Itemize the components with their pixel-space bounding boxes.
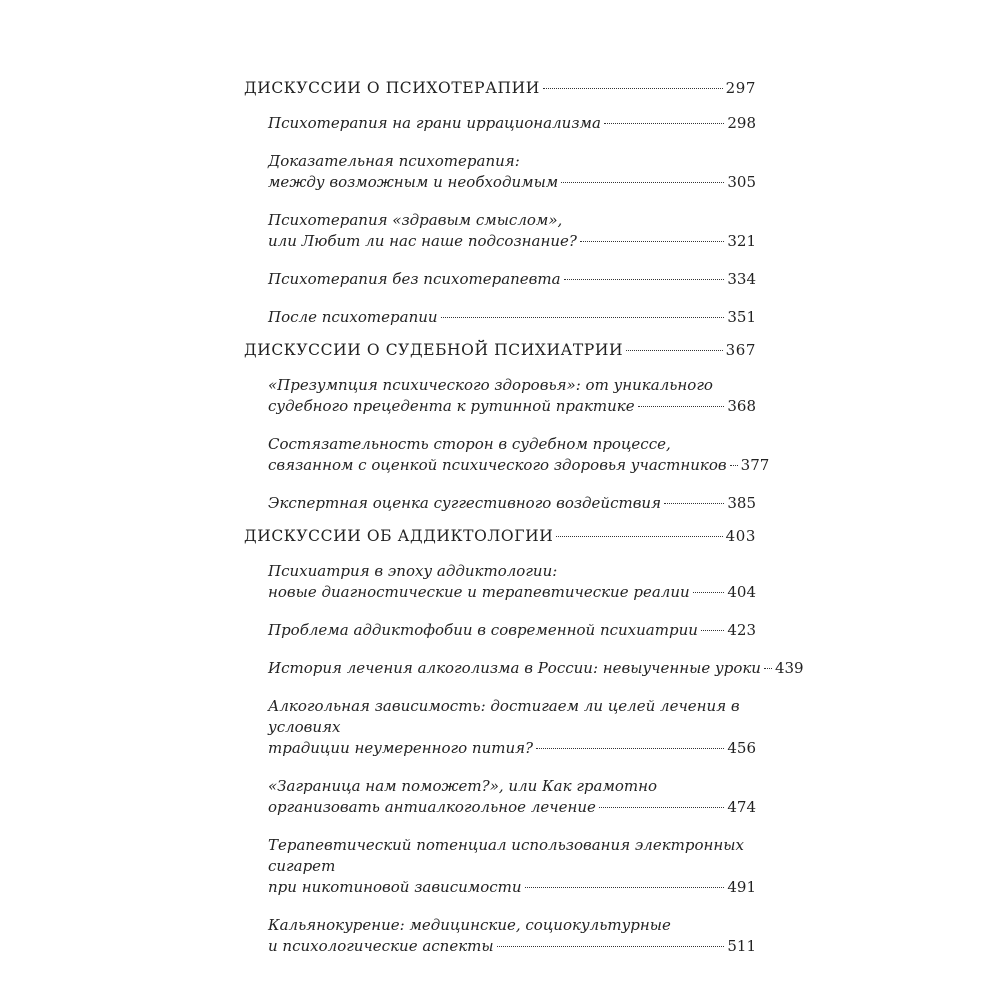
dot-leader: [764, 668, 772, 669]
toc-item: [268, 269, 756, 290]
toc-item: [268, 493, 756, 514]
item-title-line: Терапевтический потенциал использования электронных сигарет: [268, 836, 744, 875]
dot-leader: [536, 748, 724, 749]
item-title: История лечения алкоголизма в России: невыученные уроки: [268, 659, 761, 677]
page-number: 321: [727, 232, 756, 250]
section-title: ДИСКУССИИ ОБ АДДИКТОЛОГИИ: [244, 527, 554, 545]
toc-item: [268, 835, 756, 898]
toc-section-addictology: [244, 526, 756, 546]
dot-leader: [543, 88, 723, 89]
toc-section-forensic-psychiatry: [244, 340, 756, 360]
page-number: 404: [727, 583, 756, 601]
item-title: между возможным и необходимым: [268, 173, 559, 191]
item-title-line: «Заграница нам поможет?», или Как грамотно: [268, 777, 658, 795]
page-number: 298: [727, 114, 756, 132]
section-title: ДИСКУССИИ О ПСИХОТЕРАПИИ: [244, 79, 540, 97]
dot-leader: [564, 279, 725, 280]
page-number: 368: [727, 397, 756, 415]
toc-item: [268, 915, 756, 957]
item-title: новые диагностические и терапевтические реалии: [268, 583, 690, 601]
toc-item: [268, 210, 756, 252]
toc-item: [268, 375, 756, 417]
toc-item: [268, 113, 756, 134]
page-number: 511: [727, 937, 756, 955]
toc-item: [268, 620, 756, 641]
item-title-line: Психотерапия «здравым смыслом»,: [268, 211, 563, 229]
item-title-line: Доказательная психотерапия:: [268, 152, 520, 170]
page-number: 491: [727, 878, 756, 896]
toc-item: [268, 307, 756, 328]
dot-leader: [561, 182, 724, 183]
page-number: 385: [727, 494, 756, 512]
item-title-line: «Презумпция психического здоровья»: от уникального: [268, 376, 713, 394]
item-title: После психотерапии: [268, 308, 438, 326]
page-number: 334: [727, 270, 756, 288]
page-number: 439: [774, 659, 804, 677]
dot-leader: [701, 630, 724, 631]
dot-leader: [693, 592, 725, 593]
toc-item: [268, 776, 756, 818]
item-title: традиции неумеренного пития?: [268, 739, 534, 757]
dot-leader: [599, 807, 724, 808]
dot-leader: [441, 317, 725, 318]
item-title: Психотерапия без психотерапевта: [268, 270, 561, 288]
toc-section-psychotherapy: [244, 78, 756, 98]
page-number: 474: [727, 798, 756, 816]
dot-leader: [638, 406, 725, 407]
item-title: и психологические аспекты: [268, 937, 494, 955]
section-title: ДИСКУССИИ О СУДЕБНОЙ ПСИХИАТРИИ: [244, 341, 624, 359]
page-number: 377: [740, 456, 770, 474]
item-title: судебного прецедента к рутинной практике: [268, 397, 635, 415]
toc-item: [268, 434, 770, 476]
page-number: 403: [725, 527, 756, 545]
page-number: 305: [727, 173, 756, 191]
table-of-contents: [244, 78, 804, 974]
dot-leader: [556, 536, 722, 537]
item-title: связанном с оценкой психического здоровья участников: [268, 456, 727, 474]
dot-leader: [664, 503, 724, 504]
dot-leader: [626, 350, 722, 351]
item-title: при никотиновой зависимости: [268, 878, 522, 896]
page-number: 351: [727, 308, 756, 326]
item-title: или Любит ли нас наше подсознание?: [268, 232, 577, 250]
toc-item: [268, 658, 804, 679]
item-title-line: Кальянокурение: медицинские, социокультурные: [268, 916, 671, 934]
toc-item: [268, 561, 756, 603]
toc-item: [268, 696, 756, 759]
item-title: организовать антиалкогольное лечение: [268, 798, 596, 816]
dot-leader: [604, 123, 724, 124]
item-title-line: Алкогольная зависимость: достигаем ли целей лечения в условиях: [268, 697, 740, 736]
item-title: Психотерапия на грани иррационализма: [268, 114, 601, 132]
page-number: 423: [727, 621, 756, 639]
item-title: Проблема аддиктофобии в современной психиатрии: [268, 621, 698, 639]
toc-item: [268, 151, 756, 193]
dot-leader: [730, 465, 738, 466]
page-number: 456: [727, 739, 756, 757]
page-number: 367: [725, 341, 756, 359]
item-title: Экспертная оценка суггестивного воздействия: [268, 494, 662, 512]
dot-leader: [525, 887, 725, 888]
dot-leader: [580, 241, 724, 242]
page-number: 297: [725, 79, 756, 97]
item-title-line: Состязательность сторон в судебном процессе,: [268, 435, 671, 453]
dot-leader: [497, 946, 725, 947]
item-title-line: Психиатрия в эпоху аддиктологии:: [268, 562, 558, 580]
